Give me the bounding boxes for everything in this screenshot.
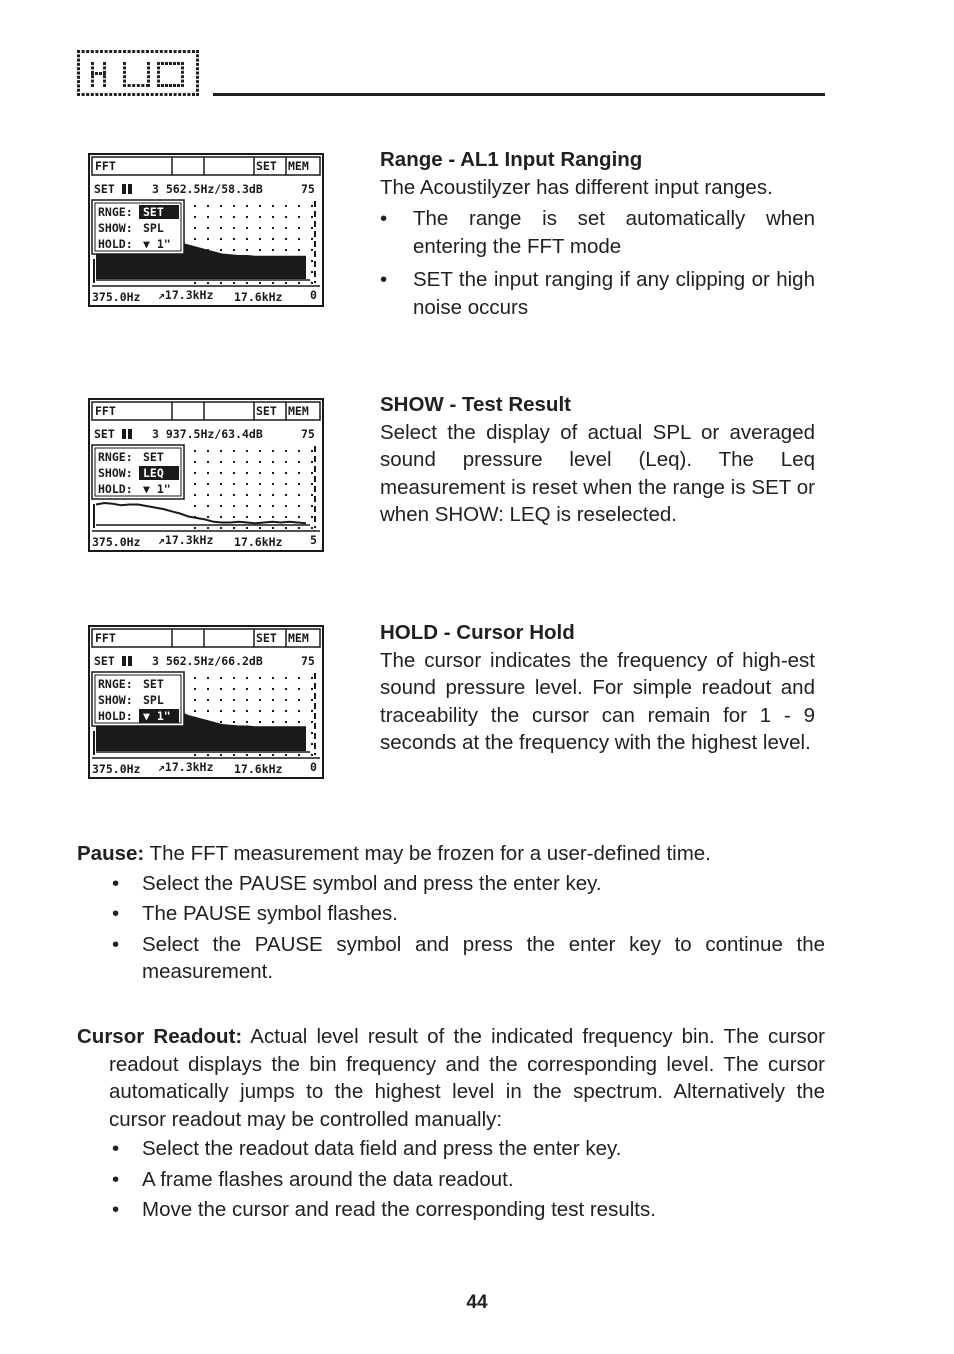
page-number: 44 (466, 1292, 488, 1313)
lcd-menu-hold-value: ▼ 1" (143, 237, 171, 251)
lcd-tab-mem: MEM (288, 404, 309, 418)
lcd-menu-range-value: SET (143, 450, 164, 464)
lcd-cursor-freq: ↗17.3kHz (158, 760, 214, 774)
section-hold (380, 619, 815, 757)
lcd-tab-mode: FFT (95, 159, 116, 173)
lcd-cursor-freq: ↗17.3kHz (158, 288, 214, 302)
list-item: • Select the readout data field and press the enter key. (77, 1135, 825, 1163)
lcd-x-start: 375.0Hz (92, 762, 141, 776)
section-title: HOLD - Cursor Hold (380, 621, 575, 644)
lcd-menu-hold-label: HOLD: (98, 709, 133, 723)
lcd-tab-mem: MEM (288, 159, 309, 173)
pause-label: Pause: (77, 842, 145, 865)
cursor-readout-bullets (77, 1135, 825, 1224)
lcd-menu-show-label: SHOW: (98, 221, 133, 235)
list-item: • Select the PAUSE symbol and press the enter key. (77, 870, 825, 898)
lcd-tab-mem: MEM (288, 631, 309, 645)
lcd-readout: 3 562.5Hz/58.3dB (152, 182, 263, 196)
lcd-menu-show-value: SPL (143, 221, 164, 235)
lcd-counter: 75 (301, 182, 315, 196)
lcd-x-start: 375.0Hz (92, 535, 141, 549)
lcd-cursor-freq: ↗17.3kHz (158, 533, 214, 547)
section-text: Select the display of actual SPL or averaged sound pressure level (Leq). The Leq measurement is reset when the range is SET or when SHOW: LEQ is reselected. (380, 420, 815, 526)
pause-text: The FFT measurement may be frozen for a user-defined time. (144, 842, 711, 865)
cursor-readout-label: Cursor Readout: (77, 1025, 243, 1048)
lcd-menu-range-label: RNGE: (98, 205, 133, 219)
lcd-readout: 3 937.5Hz/63.4dB (152, 427, 263, 441)
lcd-x-end: 17.6kHz (234, 535, 283, 549)
lcd-menu-hold-label: HOLD: (98, 482, 133, 496)
list-item: • Move the cursor and read the corresponding test results. (77, 1196, 825, 1224)
section-show (380, 391, 815, 529)
section-range (380, 146, 815, 327)
cursor-readout-text: Actual level result of the indicated frequency bin. The cursor readout displays the bin frequency and the corresponding level. The cursor automatically jumps to the highest level in the spectrum. Alternatively the cursor readout may be controlled manually: (109, 1025, 825, 1131)
lcd-menu-show-label: SHOW: (98, 693, 133, 707)
lcd-readout: 3 562.5Hz/66.2dB (152, 654, 263, 668)
nti-logo (77, 50, 199, 96)
lcd-menu-hold-value: ▼ 1" (143, 482, 171, 496)
list-item: • A frame flashes around the data readout. (77, 1166, 825, 1194)
lcd-menu-show-value: SPL (143, 693, 164, 707)
lcd-status: SET (94, 182, 115, 196)
pause-bullets (77, 870, 825, 986)
list-item: • SET the input ranging if any clipping or high noise occurs (380, 266, 815, 321)
section-title: SHOW - Test Result (380, 393, 571, 416)
bullet-list (380, 205, 815, 321)
lcd-screen-show (88, 398, 324, 552)
section-text: The Acoustilyzer has different input ranges. (380, 175, 773, 199)
lcd-status: SET (94, 654, 115, 668)
lcd-x-end: 17.6kHz (234, 762, 283, 776)
lcd-menu-show-label: SHOW: (98, 466, 133, 480)
lcd-screen-range (88, 153, 324, 307)
lcd-tab-mode: FFT (95, 631, 116, 645)
lcd-x-start: 375.0Hz (92, 290, 141, 304)
lcd-tab-set: SET (256, 159, 277, 173)
lcd-menu-range-value: SET (143, 677, 164, 691)
lcd-counter: 75 (301, 427, 315, 441)
lcd-x-end: 17.6kHz (234, 290, 283, 304)
lcd-menu-range-label: RNGE: (98, 450, 133, 464)
header-rule (213, 93, 825, 96)
list-item: • The range is set automatically when entering the FFT mode (380, 205, 815, 260)
lcd-menu-range-value: SET (143, 205, 164, 219)
lcd-screen-hold (88, 625, 324, 779)
cursor-readout-block (77, 1023, 825, 1227)
lcd-menu-hold-label: HOLD: (98, 237, 133, 251)
lcd-menu-show-value: LEQ (143, 466, 164, 480)
lcd-corner: 0 (310, 288, 317, 302)
lcd-counter: 75 (301, 654, 315, 668)
lcd-corner: 0 (310, 760, 317, 774)
lcd-corner: 5 (310, 533, 317, 547)
lcd-tab-mode: FFT (95, 404, 116, 418)
lcd-status: SET (94, 427, 115, 441)
lcd-tab-set: SET (256, 404, 277, 418)
lcd-menu-hold-value: ▼ 1" (143, 709, 171, 723)
list-item: • Select the PAUSE symbol and press the enter key to continue the measurement. (77, 931, 825, 986)
section-title: Range - AL1 Input Ranging (380, 148, 643, 171)
section-text: The cursor indicates the frequency of high-est sound pressure level. For simple readout and traceability the cursor can remain for 1 - 9 seconds at the frequency with the highest level. (380, 648, 815, 754)
lcd-tab-set: SET (256, 631, 277, 645)
list-item: • The PAUSE symbol flashes. (77, 900, 825, 928)
pause-block (77, 840, 825, 989)
lcd-menu-range-label: RNGE: (98, 677, 133, 691)
